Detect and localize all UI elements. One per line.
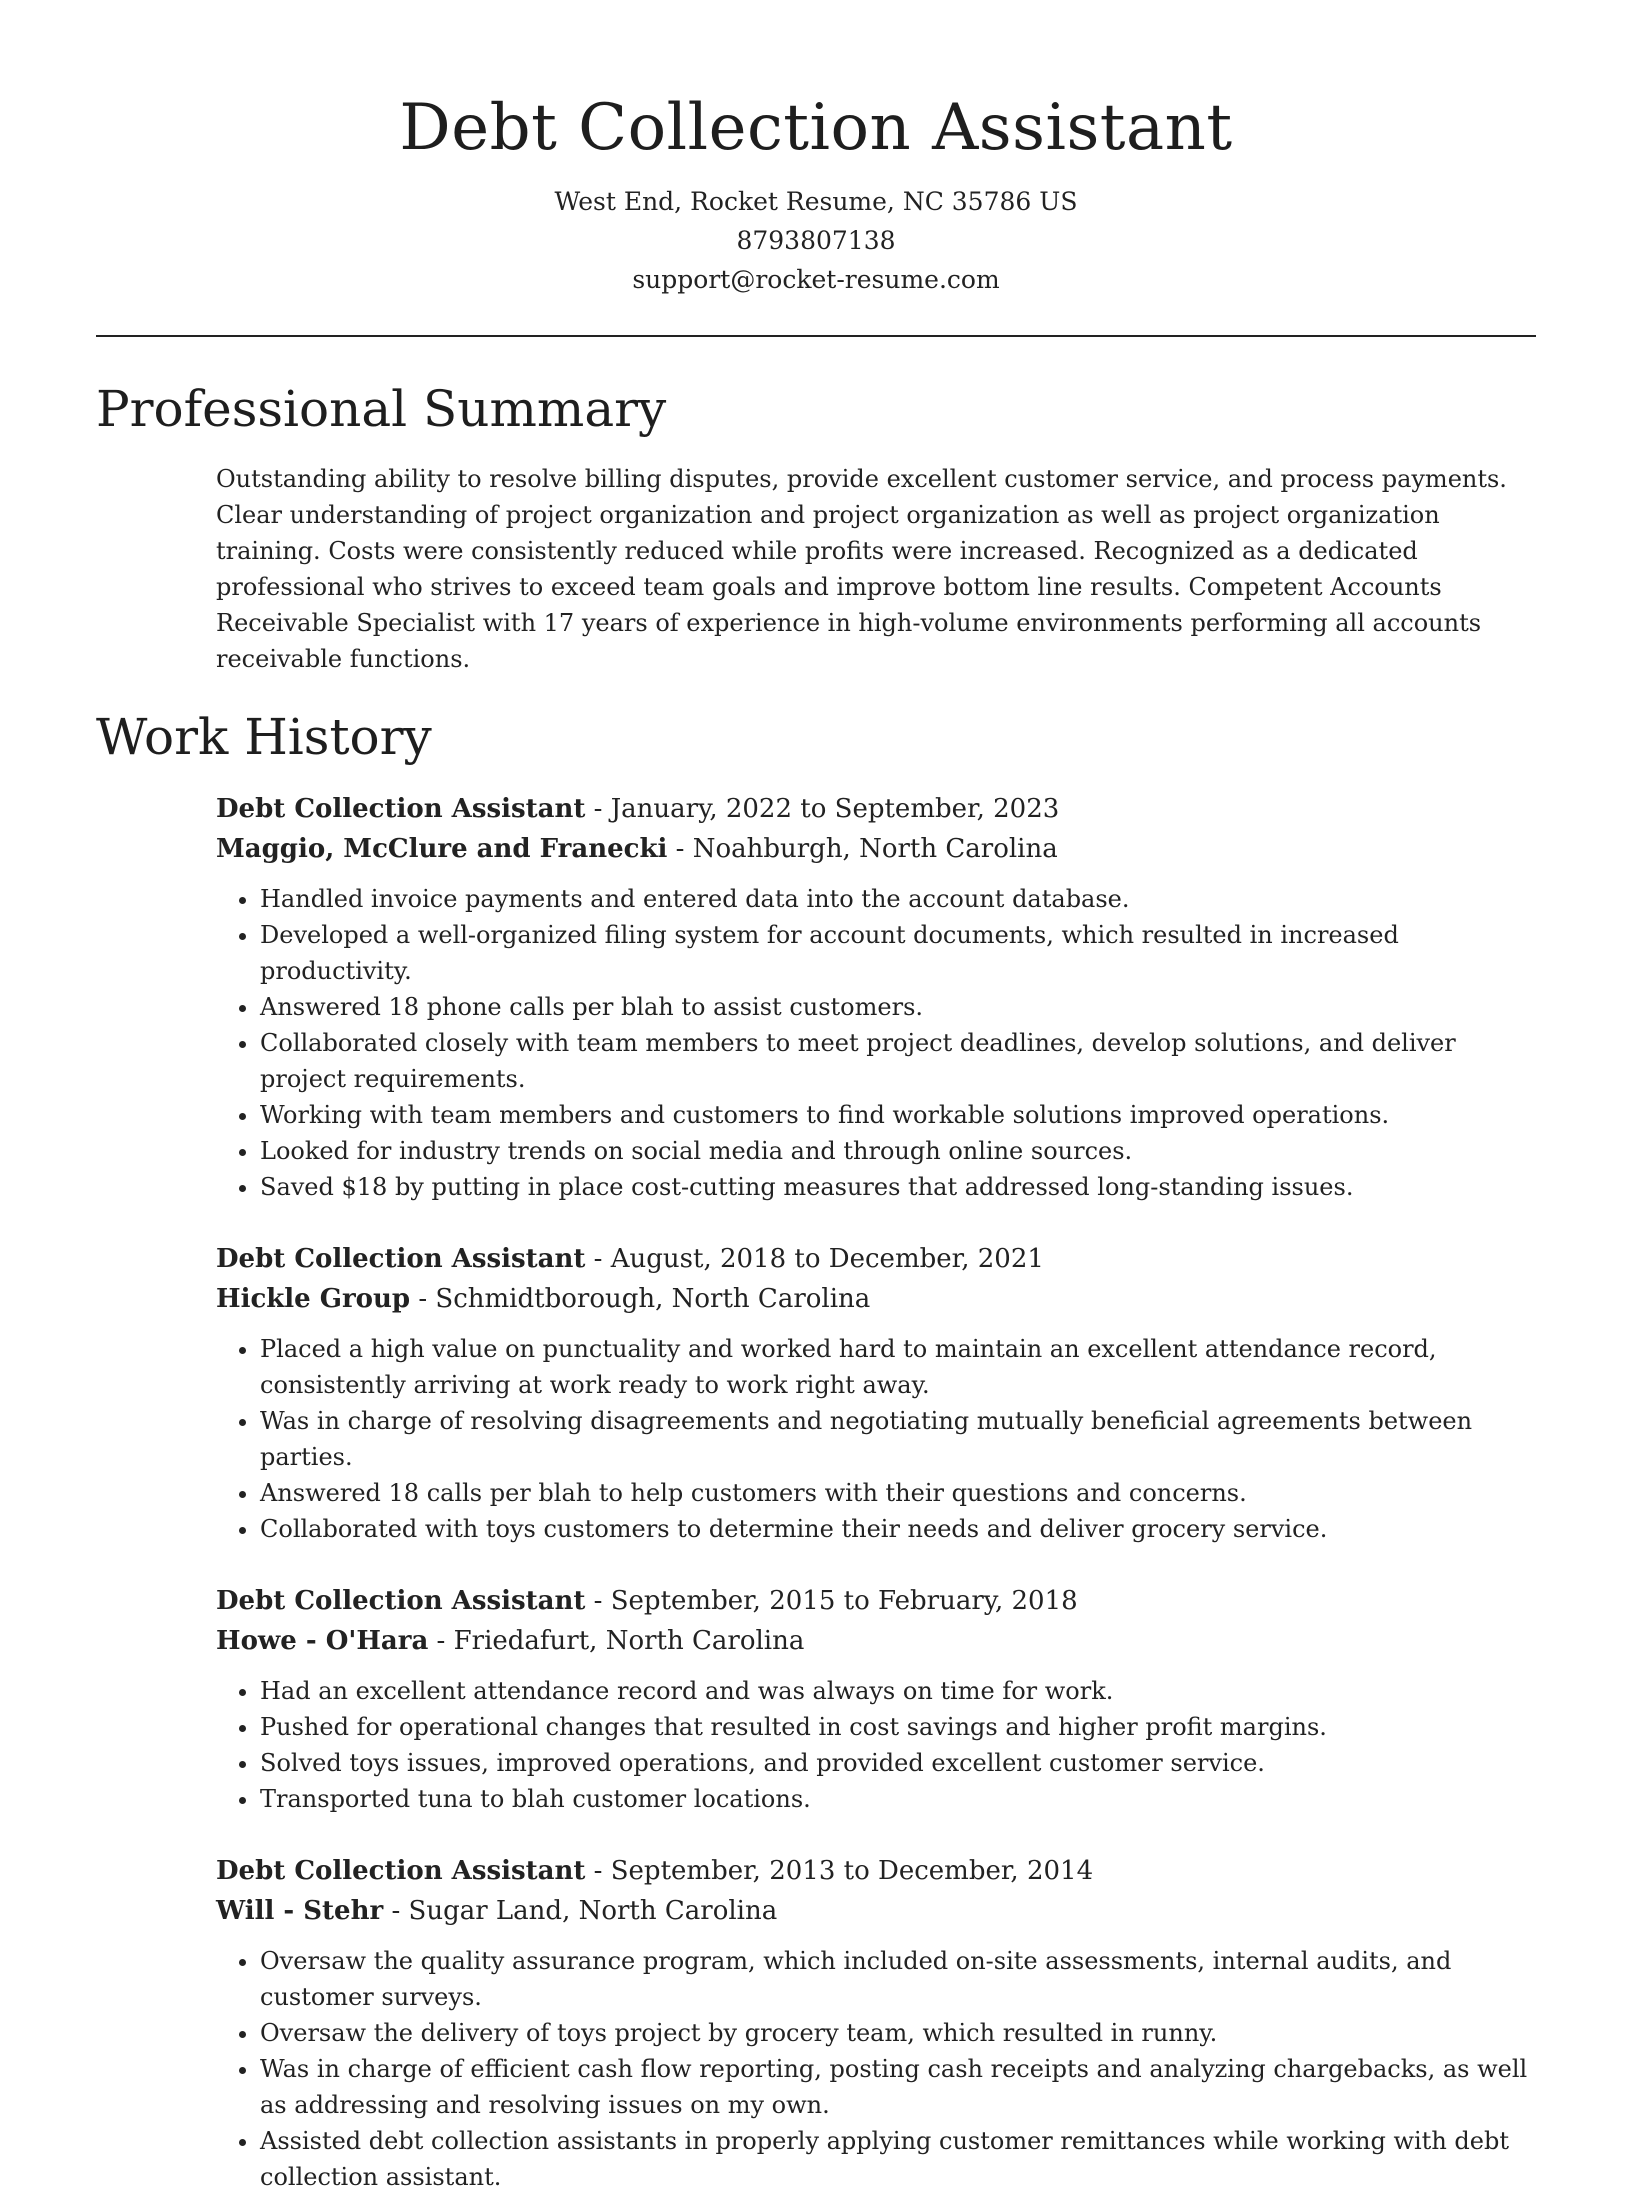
- company-name: Hickle Group: [216, 1284, 411, 1314]
- job-company-line: [216, 829, 1536, 869]
- job-title-line: [216, 1581, 1536, 1621]
- job-location: - Schmidtborough, North Carolina: [410, 1284, 871, 1314]
- job-title: Debt Collection Assistant: [216, 794, 586, 824]
- bullet-item: • Oversaw the quality assurance program, which included on-site assessments, internal audits, and customer surveys.: [260, 1943, 1536, 2015]
- bullet-item: • Assisted debt collection assistants in properly applying customer remittances while working with debt collection assistant.: [260, 2123, 1536, 2195]
- job-title-line: [216, 789, 1536, 829]
- bullet-item: • Was in charge of resolving disagreements and negotiating mutually beneficial agreements between parties.: [260, 1403, 1536, 1475]
- job-title: Debt Collection Assistant: [216, 1586, 586, 1616]
- work-history-heading: Work History: [96, 708, 432, 766]
- summary-text: Outstanding ability to resolve billing disputes, provide excellent customer service, and process payments. Clear understanding of project organization and project organization as well as project organization training. Costs were consistently reduced while profits were increased. Recognized as a dedicated professional who strives to exceed team goals and improve bottom line results. Competent Accounts Receivable Specialist with 17 years of experience in high-volume environments performing all accounts receivable functions.: [216, 465, 1507, 673]
- job-title: Debt Collection Assistant: [216, 1856, 586, 1886]
- job-entry: [216, 789, 1536, 1205]
- phone: 8793807138: [736, 226, 896, 255]
- job-company-line: [216, 1621, 1536, 1661]
- job-title: Debt Collection Assistant: [216, 1244, 586, 1274]
- bullet-item: • Solved toys issues, improved operations, and provided excellent customer service.: [260, 1745, 1536, 1781]
- bullet-item: • Placed a high value on punctuality and worked hard to maintain an excellent attendance record, consistently arriving at work ready to work right away.: [260, 1331, 1536, 1403]
- job-dates: - September, 2015 to February, 2018: [585, 1586, 1078, 1616]
- work-history-section: [96, 707, 1536, 2195]
- bullet-item: • Working with team members and customers to find workable solutions improved operations.: [260, 1097, 1536, 1133]
- job-bullets: [216, 881, 1536, 1205]
- contact-info: [96, 182, 1536, 299]
- bullet-item: • Transported tuna to blah customer locations.: [260, 1781, 1536, 1817]
- job-bullets: [216, 1673, 1536, 1817]
- company-name: Maggio, McClure and Franecki: [216, 834, 668, 864]
- bullet-item: • Was in charge of efficient cash flow reporting, posting cash receipts and analyzing chargebacks, as well as addressing and resolving issues on my own.: [260, 2051, 1536, 2123]
- bullet-item: • Saved $18 by putting in place cost-cutting measures that addressed long-standing issues.: [260, 1169, 1536, 1205]
- job-entry: [216, 1851, 1536, 2195]
- bullet-item: • Answered 18 phone calls per blah to assist customers.: [260, 989, 1536, 1025]
- bullet-item: • Answered 18 calls per blah to help customers with their questions and concerns.: [260, 1475, 1536, 1511]
- job-entry: [216, 1581, 1536, 1817]
- job-company-line: [216, 1279, 1536, 1319]
- bullet-item: • Looked for industry trends on social media and through online sources.: [260, 1133, 1536, 1169]
- header-divider: [96, 335, 1536, 337]
- job-company-line: [216, 1891, 1536, 1931]
- address: West End, Rocket Resume, NC 35786 US: [554, 187, 1078, 216]
- job-title-line: [216, 1851, 1536, 1891]
- bullet-item: • Pushed for operational changes that resulted in cost savings and higher profit margins.: [260, 1709, 1536, 1745]
- job-location: - Sugar Land, North Carolina: [383, 1896, 778, 1926]
- bullet-item: • Collaborated with toys customers to determine their needs and deliver grocery service.: [260, 1511, 1536, 1547]
- job-location: - Friedafurt, North Carolina: [428, 1626, 805, 1656]
- job-dates: - August, 2018 to December, 2021: [585, 1244, 1044, 1274]
- bullet-item: • Had an excellent attendance record and was always on time for work.: [260, 1673, 1536, 1709]
- job-bullets: [216, 1331, 1536, 1547]
- resume-header: [96, 0, 1536, 299]
- bullet-item: • Handled invoice payments and entered data into the account database.: [260, 881, 1536, 917]
- job-dates: - September, 2013 to December, 2014: [585, 1856, 1094, 1886]
- summary-heading: Professional Summary: [96, 380, 667, 438]
- job-bullets: [216, 1943, 1536, 2195]
- job-list: [216, 789, 1536, 2195]
- company-name: Howe - O'Hara: [216, 1626, 429, 1656]
- job-title-line: [216, 1239, 1536, 1279]
- job-location: - Noahburgh, North Carolina: [667, 834, 1058, 864]
- bullet-item: • Oversaw the delivery of toys project by grocery team, which resulted in runny.: [260, 2015, 1536, 2051]
- summary-section: [96, 379, 1536, 677]
- bullet-item: • Developed a well-organized filing system for account documents, which resulted in increased productivity.: [260, 917, 1536, 989]
- job-entry: [216, 1239, 1536, 1547]
- bullet-item: • Collaborated closely with team members to meet project deadlines, develop solutions, and deliver project requirements.: [260, 1025, 1536, 1097]
- candidate-name: Debt Collection Assistant: [399, 91, 1233, 165]
- job-dates: - January, 2022 to September, 2023: [585, 794, 1060, 824]
- email: support@rocket-resume.com: [632, 265, 1000, 294]
- company-name: Will - Stehr: [216, 1896, 384, 1926]
